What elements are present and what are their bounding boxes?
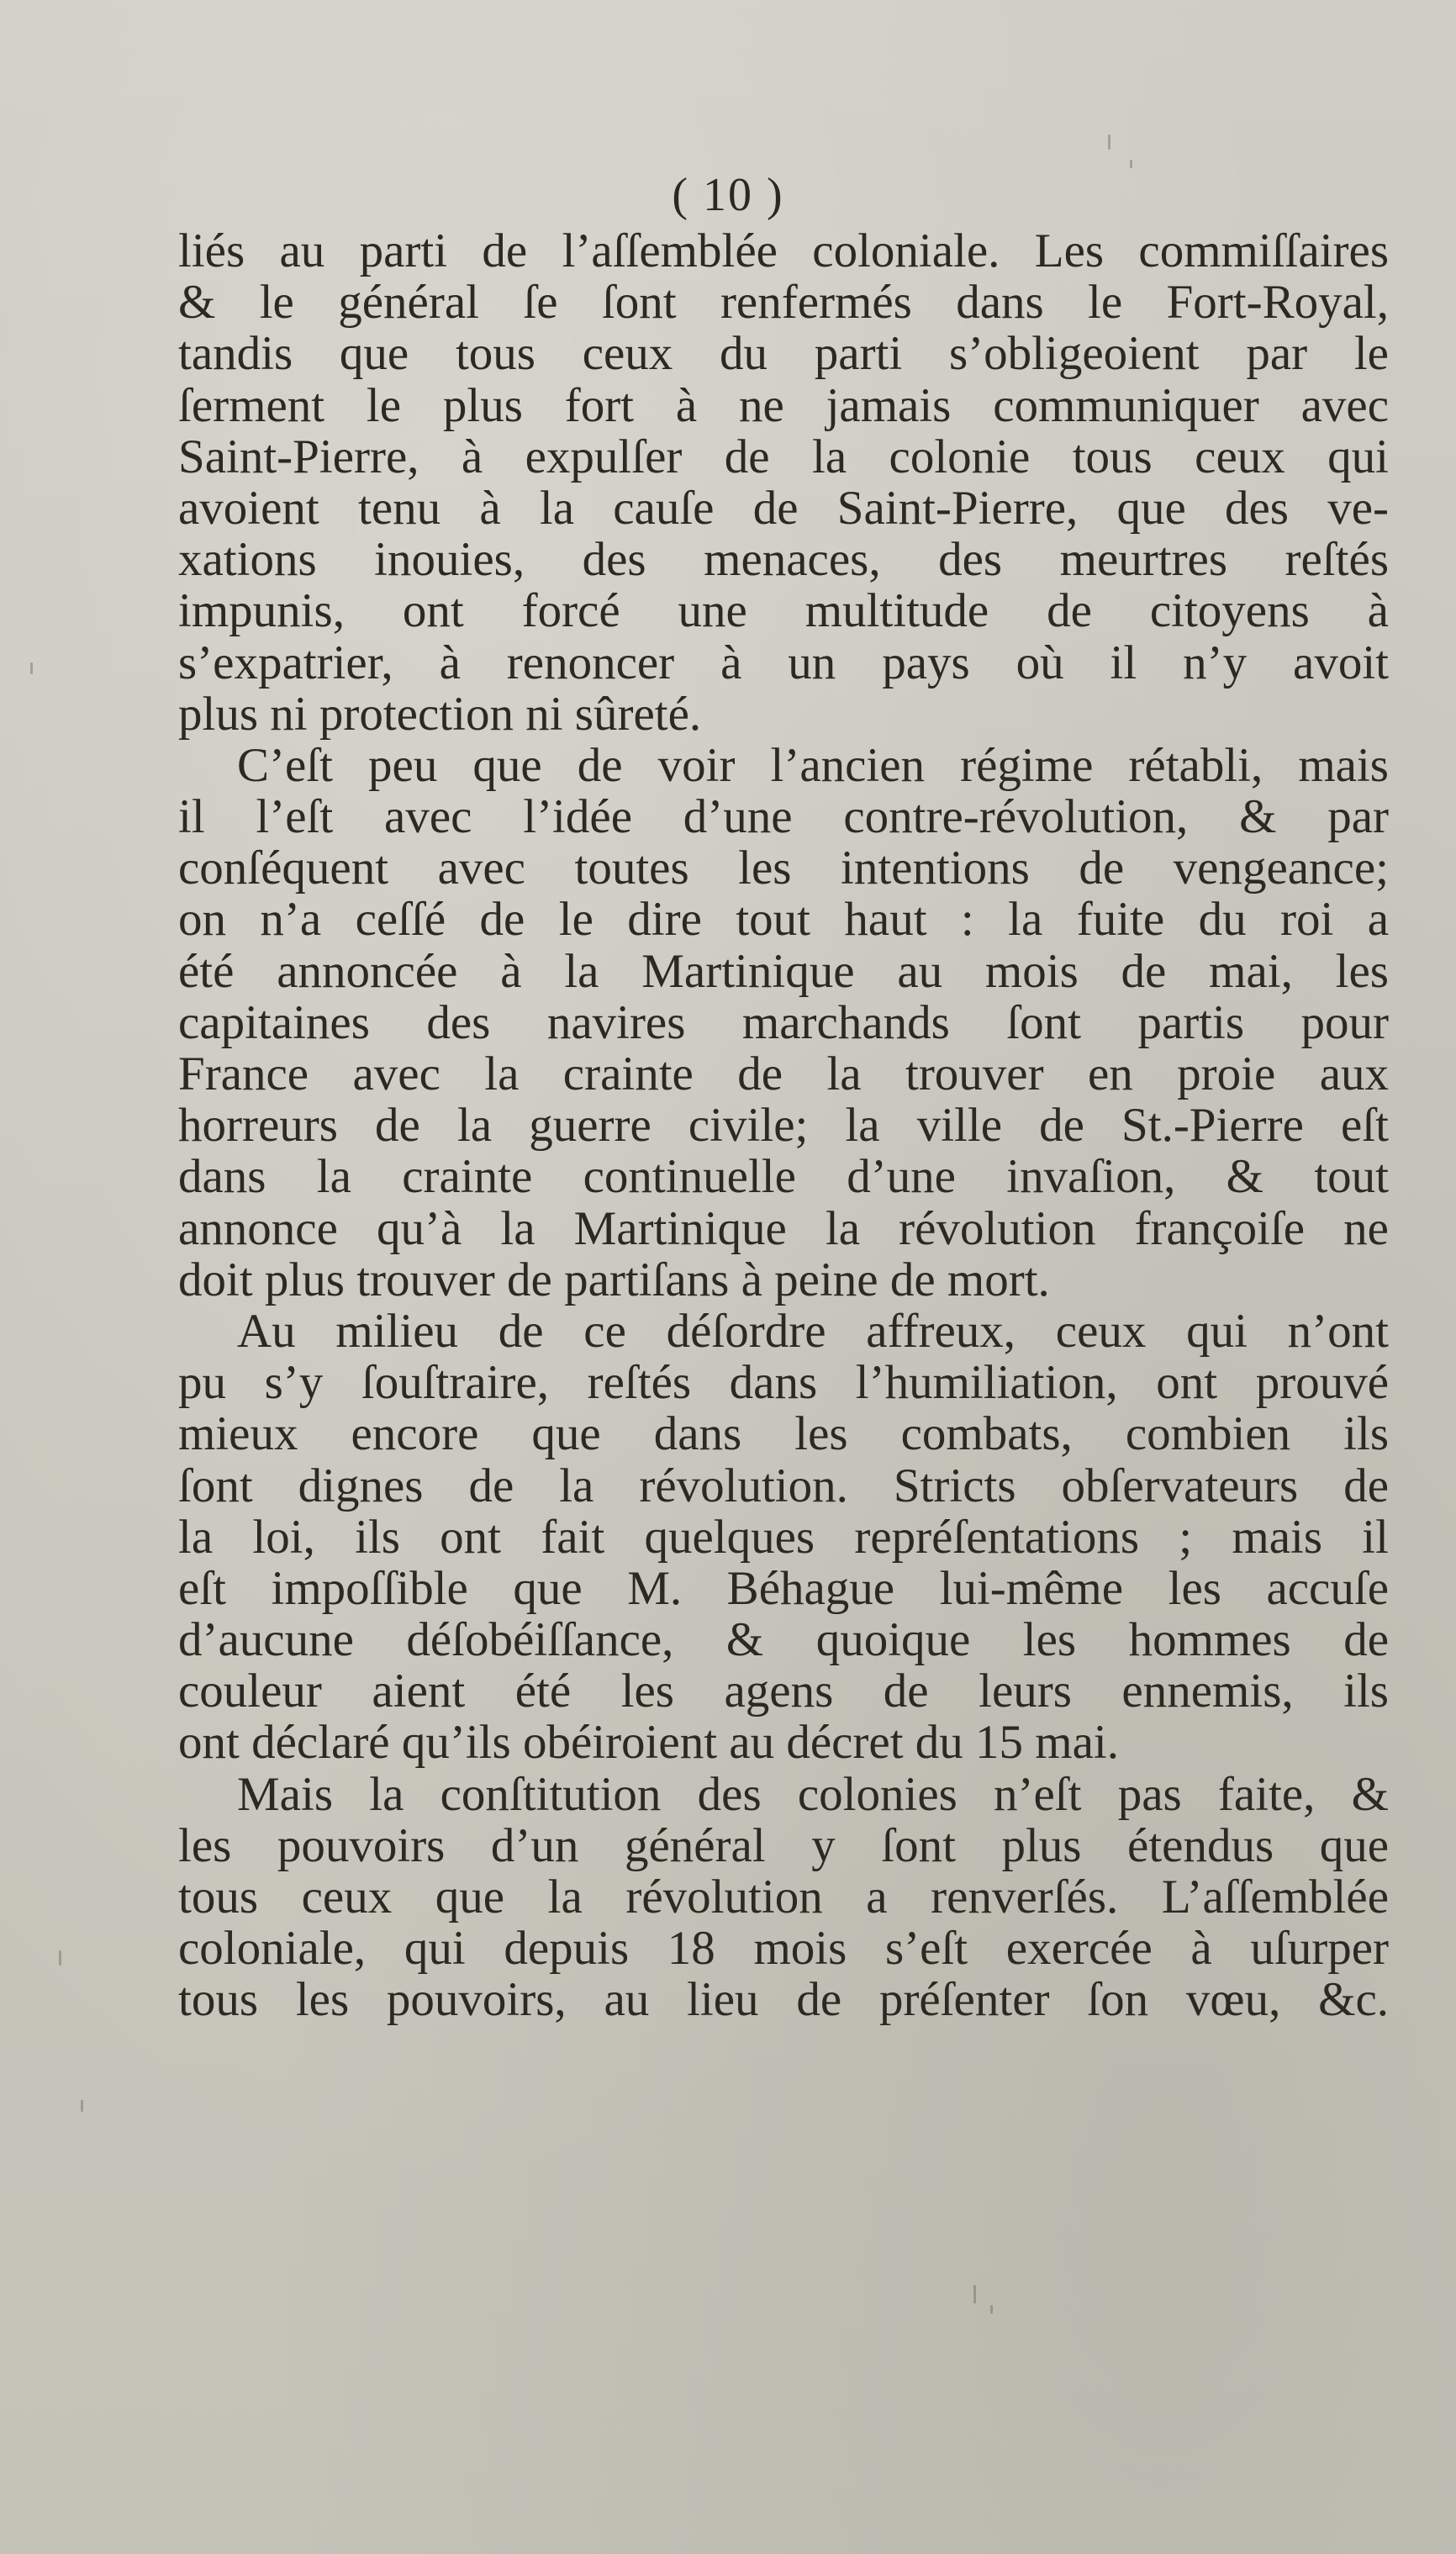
- paper-speck: [1108, 135, 1110, 150]
- text-line: conſéquent avec toutes les intentions de vengeance;: [178, 842, 1389, 894]
- text-line: ont déclaré qu’ils obéiroient au décret du 15 mai.: [178, 1717, 1120, 1769]
- text-line: impunis, ont forcé une multitude de citoyens à: [178, 585, 1389, 637]
- text-line: les pouvoirs d’un général y ſont plus étendus que: [178, 1819, 1389, 1871]
- paper-speck: [81, 2100, 83, 2112]
- text-line: tandis que tous ceux du parti s’obligeoient par le: [178, 328, 1389, 380]
- text-line: il l’eſt avec l’idée d’une contre-révolution, & par: [178, 791, 1389, 843]
- text-line: plus ni protection ni sûreté.: [178, 688, 702, 740]
- text-line: doit plus trouver de partiſans à peine de mort.: [178, 1253, 1050, 1306]
- text-line: Mais la conſtitution des colonies n’eſt pas faite, &: [237, 1768, 1389, 1820]
- paper-speck: [990, 2305, 993, 2314]
- text-line: tous ceux que la révolution a renverſés. L’aſſemblée: [178, 1871, 1389, 1923]
- text-line: mieux encore que dans les combats, combien ils: [178, 1408, 1389, 1460]
- text-line: capitaines des navires marchands ſont partis pour: [178, 996, 1389, 1048]
- text-line: C’eſt peu que de voir l’ancien régime rétabli, mais: [237, 739, 1389, 792]
- text-line: la loi, ils ont fait quelques repréſentations ; mais il: [178, 1511, 1389, 1563]
- body-text: [178, 225, 1389, 2026]
- text-line: Saint-Pierre, à expulſer de la colonie tous ceux qui: [178, 430, 1389, 483]
- text-line: couleur aient été les agens de leurs ennemis, ils: [178, 1665, 1389, 1718]
- text-line: dans la crainte continuelle d’une invaſion, & tout: [178, 1151, 1389, 1203]
- text-line: xations inouies, des menaces, des meurtres reſtés: [178, 534, 1389, 586]
- text-line: avoient tenu à la cauſe de Saint-Pierre, que des ve-: [178, 482, 1389, 535]
- text-line: annonce qu’à la Martinique la révolution françoiſe ne: [178, 1202, 1389, 1254]
- text-line: ſont dignes de la révolution. Stricts obſervateurs de: [178, 1459, 1389, 1512]
- text-line: ſerment le plus fort à ne jamais communiquer avec: [178, 379, 1389, 431]
- text-line: horreurs de la guerre civile; la ville de St.-Pierre eſt: [178, 1100, 1389, 1152]
- text-line: Au milieu de ce déſordre affreux, ceux qui n’ont: [237, 1305, 1389, 1358]
- paper-speck: [973, 2285, 976, 2303]
- text-line: & le général ſe ſont renfermés dans le Fort-Royal,: [178, 277, 1389, 329]
- text-line: pu s’y ſouſtraire, reſtés dans l’humiliation, ont prouvé: [178, 1357, 1389, 1409]
- page-number: ( 10 ): [672, 169, 784, 221]
- text-line: tous les pouvoirs, au lieu de préſenter ſon vœu, &c.: [178, 1974, 1389, 2026]
- text-line: s’expatrier, à renoncer à un pays où il n’y avoit: [178, 636, 1389, 689]
- text-line: été annoncée à la Martinique au mois de mai, les: [178, 945, 1389, 997]
- paper-speck: [1130, 160, 1132, 168]
- text-line: coloniale, qui depuis 18 mois s’eſt exercée à uſurper: [178, 1923, 1389, 1975]
- text-line: d’aucune déſobéiſſance, & quoique les hommes de: [178, 1614, 1389, 1666]
- text-line: liés au parti de l’aſſemblée coloniale. Les commiſſaires: [178, 225, 1389, 277]
- text-line: France avec la crainte de la trouver en proie aux: [178, 1048, 1389, 1100]
- text-line: on n’a ceſſé de le dire tout haut : la fuite du roi a: [178, 894, 1389, 946]
- paper-speck: [59, 1950, 61, 1966]
- text-line: eſt impoſſible que M. Béhague lui-même les accuſe: [178, 1562, 1389, 1615]
- paper-speck: [30, 662, 33, 674]
